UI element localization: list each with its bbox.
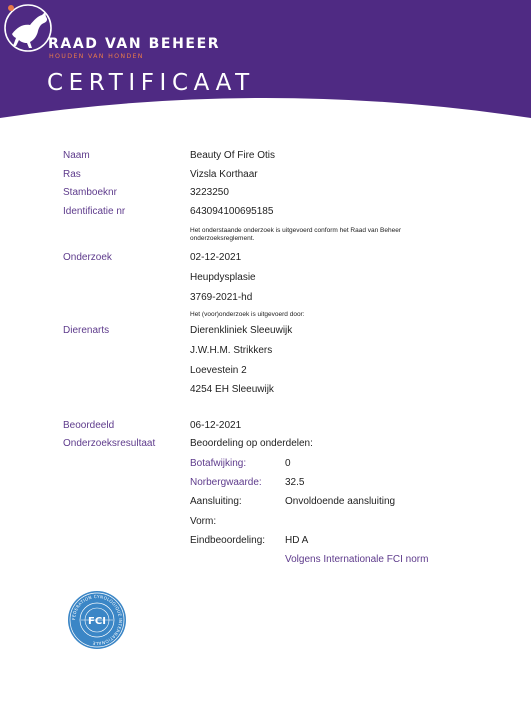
eindbeoordeling-label: Eindbeoordeling:: [190, 535, 266, 546]
fci-seal-icon: [67, 590, 127, 650]
ras-label: Ras: [63, 169, 81, 180]
fci-text: FCI: [88, 616, 106, 627]
identificatie-value: 643094100695185: [190, 206, 274, 217]
organization-name: RAAD VAN BEHEER: [48, 36, 221, 52]
dierenarts-kliniek: Dierenkliniek Sleeuwijk: [190, 325, 293, 336]
certificate-title: CERTIFICAAT: [47, 70, 255, 96]
fci-norm-text: Volgens Internationale FCI norm: [285, 554, 429, 565]
resultaat-label: Onderzoeksresultaat: [63, 438, 156, 449]
onderzoek-datum: 02-12-2021: [190, 252, 242, 263]
beoordeeld-datum: 06-12-2021: [190, 420, 242, 431]
stamboek-value: 3223250: [190, 187, 229, 198]
ras-value: Vizsla Korthaar: [190, 169, 258, 180]
beoordeeld-label: Beoordeeld: [63, 420, 115, 431]
naam-label: Naam: [63, 150, 90, 161]
fci-ring-text: FEDERATION CYNOLOGIQUE INTERNATIONALE: [70, 593, 124, 647]
resultaat-intro: Beoordeling op onderdelen:: [190, 438, 313, 449]
botafwijking-label: Botafwijking:: [190, 458, 247, 469]
dog-icon: [0, 0, 56, 56]
performed-by-note: Het (voor)onderzoek is uitgevoerd door:: [190, 311, 305, 318]
dierenarts-plaats: 4254 EH Sleeuwijk: [190, 384, 274, 395]
eindbeoordeling-value: HD A: [285, 535, 309, 546]
dierenarts-adres: Loevestein 2: [190, 365, 247, 376]
certificate-header: [0, 0, 531, 135]
aansluiting-value: Onvoldoende aansluiting: [285, 496, 396, 507]
norberg-value: 32.5: [285, 477, 305, 488]
onderzoek-label: Onderzoek: [63, 252, 112, 263]
organization-subtitle: HOUDEN VAN HONDEN: [49, 53, 144, 60]
dierenarts-label: Dierenarts: [63, 325, 110, 336]
naam-value: Beauty Of Fire Otis: [190, 150, 276, 161]
stamboek-label: Stamboeknr: [63, 187, 117, 198]
dierenarts-naam: J.W.H.M. Strikkers: [190, 345, 273, 356]
botafwijking-value: 0: [285, 458, 291, 469]
onderzoek-nummer: 3769-2021-hd: [190, 292, 253, 303]
header-banner: [0, 0, 531, 135]
norberg-label: Norbergwaarde:: [190, 477, 262, 488]
onderzoek-type: Heupdysplasie: [190, 272, 256, 283]
regulation-note: Het onderstaande onderzoek is uitgevoerd conform het Raad van Beheer onderzoeksreglement.: [190, 227, 402, 242]
aansluiting-label: Aansluiting:: [190, 496, 242, 507]
identificatie-label: Identificatie nr: [63, 206, 126, 217]
vorm-label: Vorm:: [190, 516, 217, 527]
